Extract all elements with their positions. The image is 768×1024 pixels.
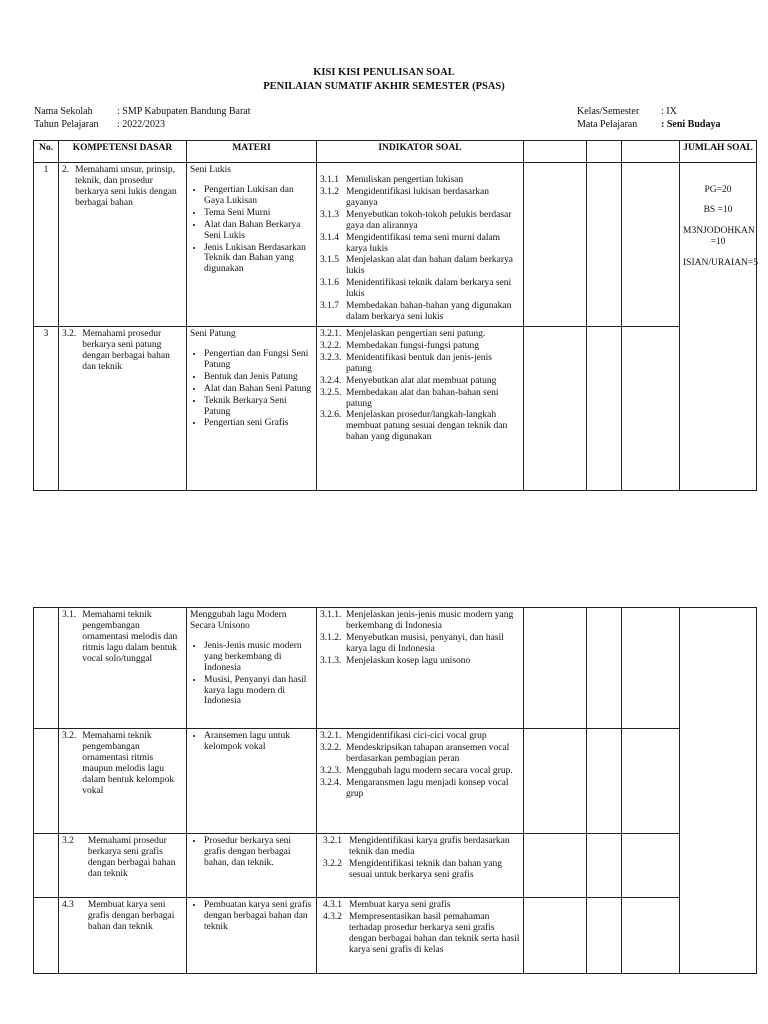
blank-cell — [622, 898, 680, 974]
header-no: No. — [34, 141, 59, 163]
indikator-item: 3.1.5 Menjelaskan alat dan bahan dalam berkarya lukis — [320, 255, 513, 277]
tahun-pelajaran-label: Tahun Pelajaran — [34, 119, 99, 130]
blank-cell — [587, 898, 622, 974]
tahun-pelajaran-value: : 2022/2023 — [117, 119, 166, 130]
materi-list — [190, 900, 313, 933]
header-blank-3 — [622, 141, 680, 163]
kd-number: 3.1. — [62, 610, 77, 620]
materi-item: • Teknik Berkarya Seni Patung — [204, 396, 313, 418]
indikator-item: 4.3.2 Mempresentasikan hasil pemahaman terhadap prosedur berkarya seni grafis dengan berbagai bahan dan teknik serta hasil karya seni grafis di kelas — [323, 911, 520, 955]
materi-title: Menggubah lagu Modern Secara Unisono — [190, 610, 287, 631]
kd-text: Memahami teknik pengembangan ornamentasi ritmis maupun melodis lagu dalam bentuk kelompok vokal — [82, 731, 175, 796]
indikator-item: 3.1.7 Membedakan bahan-bahan yang digunakan dalam berkarya seni lukis — [320, 301, 512, 323]
indikator-item: 3.2.4. Menyebutkan alat alat membuat patung — [320, 375, 497, 386]
kompetensi-dasar-cell — [59, 898, 187, 974]
kompetensi-dasar-cell — [59, 729, 187, 834]
jumlah-bs: BS =10 — [703, 205, 733, 216]
indikator-item: 3.1.3 Menyebutkan tokoh-tokoh pelukis berdasar gaya dan alirannya — [320, 209, 512, 231]
header-blank-2 — [587, 141, 622, 163]
kd-number: 3.2. — [62, 731, 77, 741]
kisi-kisi-table-2 — [33, 607, 757, 974]
kd-number: 4.3 — [62, 900, 74, 910]
indikator-item: 3.2.5. Membedakan alat dan bahan-bahan seni patung — [320, 387, 499, 409]
kisi-kisi-table-1 — [33, 140, 757, 491]
materi-item: • Jenis Lukisan Berdasarkan Teknik dan Bahan yang digunakan — [204, 243, 313, 276]
blank-cell — [622, 327, 680, 491]
materi-item: • Jenis-Jenis music modern yang berkembang di Indonesia — [204, 641, 313, 674]
indikator-cell — [317, 163, 524, 327]
mata-pelajaran-value: : Seni Budaya — [661, 119, 721, 130]
blank-cell — [587, 327, 622, 491]
jumlah-pg: PG=20 — [704, 185, 732, 195]
jumlah-soal-cell — [680, 163, 757, 491]
indikator-cell — [317, 898, 524, 974]
table-row — [34, 729, 757, 834]
materi-cell — [187, 163, 317, 327]
indikator-item: 3.1.2. Menyebutkan musisi, penyanyi, dan hasil karya lagu di Indonesia — [320, 632, 504, 654]
table-row — [34, 163, 757, 327]
row-no — [34, 898, 59, 974]
mata-pelajaran-label: Mata Pelajaran — [577, 119, 638, 130]
indikator-item: 3.2.1. Mengidentifikasi cici-cici vocal grup — [320, 731, 487, 741]
kd-number: 3.2. — [62, 329, 77, 339]
materi-list — [190, 731, 313, 753]
jumlah-menjodohkan: M3NJODOHKAN =10 — [683, 225, 755, 248]
blank-cell — [524, 729, 587, 834]
blank-cell — [587, 608, 622, 729]
kd-number: 2. — [62, 165, 70, 175]
row-no — [34, 834, 59, 898]
indikator-cell — [317, 327, 524, 491]
materi-list — [190, 349, 313, 429]
materi-item: • Pembuatan karya seni grafis dengan berbagai bahan dan teknik — [204, 900, 313, 933]
jumlah-isian-uraian: ISIAN/URAIAN=5 — [683, 257, 759, 268]
table-row — [34, 327, 757, 491]
kd-text: Memahami prosedur berkarya seni grafis dengan berbagai bahan dan teknik — [87, 836, 176, 879]
indikator-cell — [317, 729, 524, 834]
materi-item: • Tema Seni Murni — [204, 208, 313, 219]
indikator-cell — [317, 834, 524, 898]
blank-cell — [524, 327, 587, 491]
indikator-item: 3.1.4 Mengidentifikasi tema seni murni dalam karya lukis — [320, 232, 501, 254]
indikator-item: 3.2.1. Menjelaskan pengertian seni patung. — [320, 329, 486, 339]
blank-cell — [622, 163, 680, 327]
materi-item: • Alat dan Bahan Seni Patung — [204, 384, 313, 395]
indikator-item: 3.2.2. Mendeskripsikan tahapan aransemen vocal berdasarkan pembagian peran — [320, 742, 510, 764]
table-header-row — [34, 141, 757, 163]
materi-item: • Bentuk dan Jenis Patung — [204, 372, 313, 383]
indikator-item: 3.1.6 Menidentifikasi teknik dalam berkarya seni lukis — [320, 278, 512, 300]
materi-item: • Musisi, Penyanyi dan hasil karya lagu modern di Indonesia — [204, 675, 313, 708]
blank-cell — [622, 608, 680, 729]
materi-cell — [187, 834, 317, 898]
blank-cell — [680, 608, 757, 974]
materi-item: • Pengertian seni Grafis — [204, 418, 313, 429]
row-no — [34, 729, 59, 834]
indikator-item: 4.3.1 Membuat karya seni grafis — [323, 900, 451, 910]
kd-text: Membuat karya seni grafis dengan berbagai bahan dan teknik — [87, 900, 175, 932]
indikator-item: 3.2.3. Menidentifikasi bentuk dan jenis-jenis patung — [320, 352, 492, 374]
blank-cell — [524, 834, 587, 898]
materi-cell — [187, 327, 317, 491]
materi-item: • Pengertian Lukisan dan Gaya Lukisan — [204, 185, 313, 207]
materi-list — [190, 836, 313, 869]
indikator-item: 3.1.1. Menjelaskan jenis-jenis music modern yang berkembang di Indonesia — [320, 610, 514, 631]
document-subtitle: PENILAIAN SUMATIF AKHIR SEMESTER (PSAS) — [263, 81, 505, 92]
materi-title: Seni Lukis — [190, 165, 231, 175]
blank-cell — [524, 163, 587, 327]
indikator-cell — [317, 608, 524, 729]
kelas-semester-value: : IX — [661, 106, 677, 117]
blank-cell — [587, 163, 622, 327]
kompetensi-dasar-cell — [59, 327, 187, 491]
indikator-item: 3.2.6. Menjelaskan prosedur/langkah-langkah membuat patung sesuai dengan teknik dan bahan yang digunakan — [320, 410, 508, 443]
indikator-item: 3.2.1 Mengidentifikasi karya grafis berdasarkan teknik dan media — [323, 836, 510, 857]
materi-cell — [187, 608, 317, 729]
kelas-semester-label: Kelas/Semester — [577, 106, 640, 117]
indikator-item: 3.2.2 Mengidentifikasi teknik dan bahan yang sesuai untuk berkarya seni grafis — [323, 858, 503, 880]
materi-item: • Alat dan Bahan Berkarya Seni Lukis — [204, 220, 313, 242]
blank-cell — [622, 729, 680, 834]
indikator-item: 3.1.3. Menjelaskan kosep lagu unisono — [320, 655, 471, 666]
materi-list — [190, 185, 313, 275]
row-no: 1 — [34, 163, 59, 327]
header-kompetensi-dasar: KOMPETENSI DASAR — [59, 141, 187, 163]
header-materi: MATERI — [187, 141, 317, 163]
kd-text: Memahami unsur, prinsip, teknik, dan prosedur berkarya seni lukis dengan berbagai bahan — [75, 165, 177, 208]
blank-cell — [524, 608, 587, 729]
header-indikator-soal: INDIKATOR SOAL — [317, 141, 524, 163]
indikator-item: 3.1.1 Menuliskan pengertian lukisan — [320, 175, 464, 185]
row-no: 3 — [34, 327, 59, 491]
blank-cell — [622, 834, 680, 898]
kompetensi-dasar-cell — [59, 163, 187, 327]
kompetensi-dasar-cell — [59, 834, 187, 898]
nama-sekolah-value: : SMP Kabupaten Bandung Barat — [117, 106, 251, 117]
materi-list — [190, 641, 313, 708]
table-row — [34, 608, 757, 729]
blank-cell — [524, 898, 587, 974]
header-blank-1 — [524, 141, 587, 163]
blank-cell — [587, 729, 622, 834]
indikator-item: 3.1.2 Mengidentifikasi lukisan berdasarkan gayanya — [320, 186, 489, 208]
header-jumlah-soal: JUMLAH SOAL — [680, 141, 757, 163]
indikator-item: 3.2.2. Membedakan fungsi-fungsi patung — [320, 340, 479, 351]
materi-item: • Pengertian dan Fungsi Seni Patung — [204, 349, 313, 371]
indikator-item: 3.2.3. Menggubah lagu modern secara vocal grup. — [320, 765, 513, 776]
row-no — [34, 608, 59, 729]
indikator-item: 3.2.4. Mengaransmen lagu menjadi konsep vocal grup — [320, 777, 509, 799]
kd-text: Memahami prosedur berkarya seni patung dengan berbagai bahan dan teknik — [82, 329, 170, 372]
materi-item: • Aransemen lagu untuk kelompok vokal — [204, 731, 313, 753]
materi-title: Seni Patung — [190, 329, 236, 339]
kd-text: Memahami teknik pengembangan ornamentasi melodis dan ritmis lagu dalam bentuk vocal solo/tunggal — [82, 610, 178, 664]
table-row — [34, 898, 757, 974]
materi-cell — [187, 729, 317, 834]
kd-number: 3.2 — [62, 836, 74, 846]
table-row — [34, 834, 757, 898]
blank-cell — [587, 834, 622, 898]
nama-sekolah-label: Nama Sekolah — [34, 106, 93, 117]
document-title: KISI KISI PENULISAN SOAL — [313, 67, 455, 78]
materi-cell — [187, 898, 317, 974]
materi-item: • Prosedur berkarya seni grafis dengan berbagai bahan, dan teknik. — [204, 836, 313, 869]
kompetensi-dasar-cell — [59, 608, 187, 729]
